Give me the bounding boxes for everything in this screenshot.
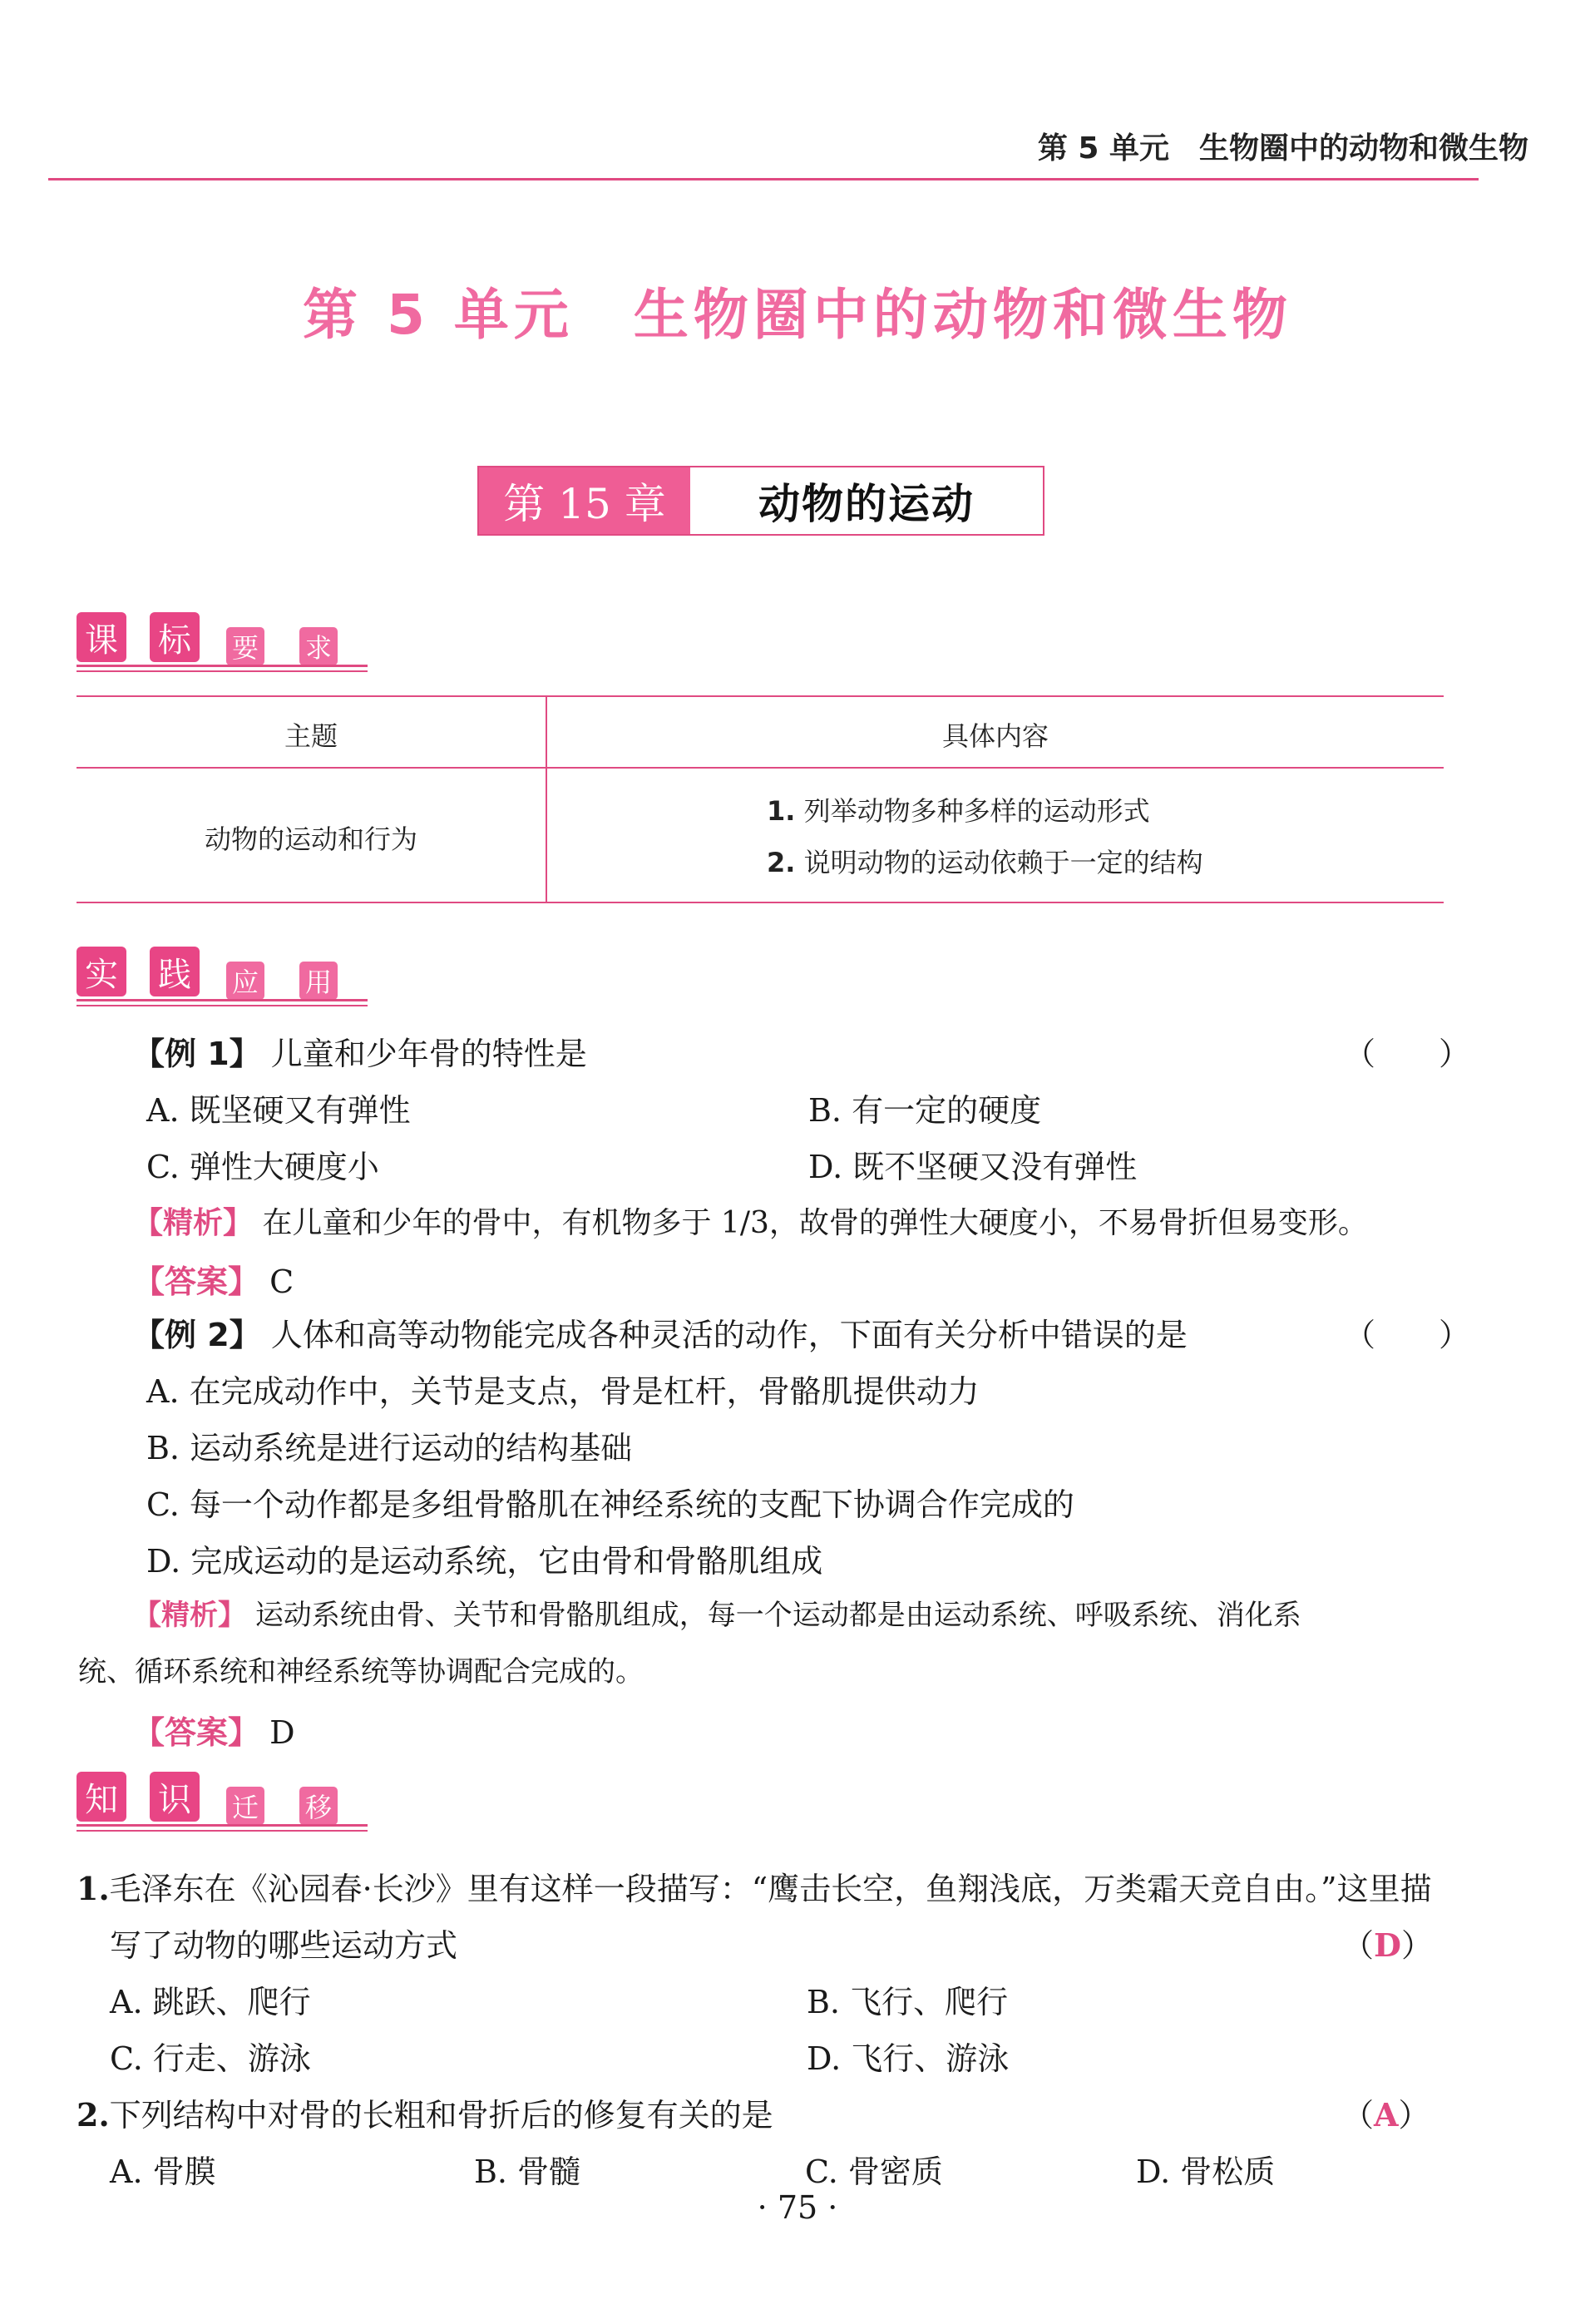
heading-char: 应: [226, 962, 264, 1000]
answer-paren: （ ）: [1344, 1036, 1471, 1072]
item-number: 1.: [767, 795, 796, 827]
example-2-answer: [133, 1707, 295, 1753]
question-text: 毛泽东在《沁园春·长沙》里有这样一段描写：“鹰击长空，鱼翔浅底，万类霜天竞自由。”这里描: [109, 1871, 1432, 1907]
unit-title: 第 5 单元 生物圈中的动物和微生物: [303, 283, 1292, 347]
option-b: B. 骨髓: [474, 2153, 581, 2190]
analysis-label: 【精析】: [133, 1599, 246, 1632]
option-a: A. 既坚硬又有弹性: [146, 1092, 411, 1129]
example-1-answer: [133, 1256, 294, 1302]
heading-underline: [77, 999, 368, 1001]
heading-char: 迁: [226, 1787, 264, 1825]
exercise-number: 1.: [77, 1870, 110, 1907]
chapter-number: 第 15 章: [479, 467, 690, 534]
example-2-analysis-cont: 统、循环系统和神经系统等协调配合完成的。: [78, 1655, 644, 1689]
answer-paren: [1342, 2089, 1430, 2135]
option-a: A. 在完成动作中，关节是支点，骨是杠杆，骨骼肌提供动力: [146, 1373, 980, 1410]
answer-label: 【答案】: [133, 1714, 260, 1751]
section-heading-standards: [77, 612, 376, 670]
example-2-analysis: [133, 1592, 1301, 1633]
exercise-1-question-cont: 写了动物的哪些运动方式: [110, 1927, 458, 1964]
running-header: 第 5 单元 生物圈中的动物和微生物: [1037, 131, 1528, 166]
chapter-name: 动物的运动: [758, 480, 975, 528]
question-text: 下列结构中对骨的长粗和骨折后的修复有关的是: [109, 2097, 773, 2134]
table-rule: [77, 902, 1444, 903]
exercise-2-question: [77, 2089, 773, 2135]
option-c: C. 行走、游泳: [110, 2040, 311, 2077]
section-heading-practice: [77, 947, 376, 1005]
heading-underline: [77, 665, 368, 667]
answer-paren: [1342, 1920, 1433, 1966]
heading-char: 要: [226, 627, 264, 665]
heading-char: 践: [150, 947, 200, 996]
option-a: A. 骨膜: [110, 2153, 216, 2190]
paren-close: ）: [1398, 2097, 1430, 2134]
paren-open: （: [1342, 2097, 1375, 2134]
option-c: C. 每一个动作都是多组骨骼肌在神经系统的支配下协调合作完成的: [146, 1486, 1074, 1523]
example-2-question: [133, 1309, 1188, 1355]
paren-close: ）: [1400, 1927, 1433, 1964]
option-b: B. 飞行、爬行: [807, 1984, 1009, 2020]
table-cell-topic: 动物的运动和行为: [204, 823, 417, 855]
heading-underline: [77, 670, 368, 672]
paren-open: （: [1342, 1927, 1375, 1964]
option-b: B. 运动系统是进行运动的结构基础: [146, 1430, 633, 1466]
table-cell-item: [767, 842, 1203, 880]
heading-char: 移: [299, 1787, 338, 1825]
example-label: 【例 2】: [133, 1317, 261, 1353]
answer-value: D: [269, 1714, 295, 1751]
filled-answer: D: [1374, 1926, 1401, 1964]
example-1-analysis: [133, 1199, 1368, 1242]
option-a: A. 跳跃、爬行: [110, 1984, 311, 2020]
item-text: 列举动物多种多样的运动形式: [803, 795, 1150, 827]
analysis-label: 【精析】: [133, 1206, 254, 1240]
chapter-title-box: [477, 466, 1044, 536]
answer-paren: （ ）: [1344, 1317, 1471, 1353]
table-rule: [77, 767, 1444, 769]
standards-table: [77, 695, 1444, 903]
answer-label: 【答案】: [133, 1263, 260, 1300]
question-text: 儿童和少年骨的特性是: [270, 1036, 587, 1072]
table-header-content: 具体内容: [941, 720, 1049, 752]
option-d: D. 骨松质: [1136, 2153, 1276, 2190]
question-text: 人体和高等动物能完成各种灵活的动作，下面有关分析中错误的是: [270, 1317, 1188, 1353]
heading-char: 识: [150, 1772, 200, 1822]
option-c: C. 骨密质: [805, 2153, 943, 2190]
option-b: B. 有一定的硬度: [808, 1092, 1042, 1129]
example-1-question: [133, 1028, 587, 1074]
table-header-topic: 主题: [284, 720, 338, 752]
section-heading-transfer: [77, 1772, 376, 1830]
heading-underline: [77, 1830, 368, 1832]
example-label: 【例 1】: [133, 1036, 261, 1072]
heading-char: 课: [77, 612, 126, 662]
exercise-number: 2.: [77, 2096, 110, 2134]
heading-char: 实: [77, 947, 126, 996]
option-d: D. 既不坚硬又没有弹性: [808, 1149, 1138, 1185]
heading-underline: [77, 1824, 368, 1827]
item-number: 2.: [767, 847, 796, 878]
filled-answer: A: [1374, 2096, 1399, 2134]
option-d: D. 飞行、游泳: [807, 2040, 1010, 2077]
heading-char: 用: [299, 962, 338, 1000]
analysis-text: 在儿童和少年的骨中，有机物多于 1/3，故骨的弹性大硬度小，不易骨折但易变形。: [262, 1206, 1368, 1240]
answer-value: C: [269, 1263, 294, 1300]
option-d: D. 完成运动的是运动系统，它由骨和骨骼肌组成: [146, 1543, 823, 1580]
table-cell-item: [767, 790, 1150, 828]
exercise-1-question: [77, 1863, 1432, 1909]
heading-underline: [77, 1005, 368, 1006]
header-divider: [48, 178, 1479, 180]
heading-char: 求: [299, 627, 338, 665]
heading-char: 知: [77, 1772, 126, 1822]
page-number: · 75 ·: [757, 2189, 838, 2226]
table-rule: [77, 695, 1444, 697]
item-text: 说明动物的运动依赖于一定的结构: [803, 847, 1203, 878]
analysis-text: 运动系统由骨、关节和骨骼肌组成，每一个运动都是由运动系统、呼吸系统、消化系: [254, 1599, 1301, 1632]
heading-char: 标: [150, 612, 200, 662]
option-c: C. 弹性大硬度小: [146, 1149, 379, 1185]
